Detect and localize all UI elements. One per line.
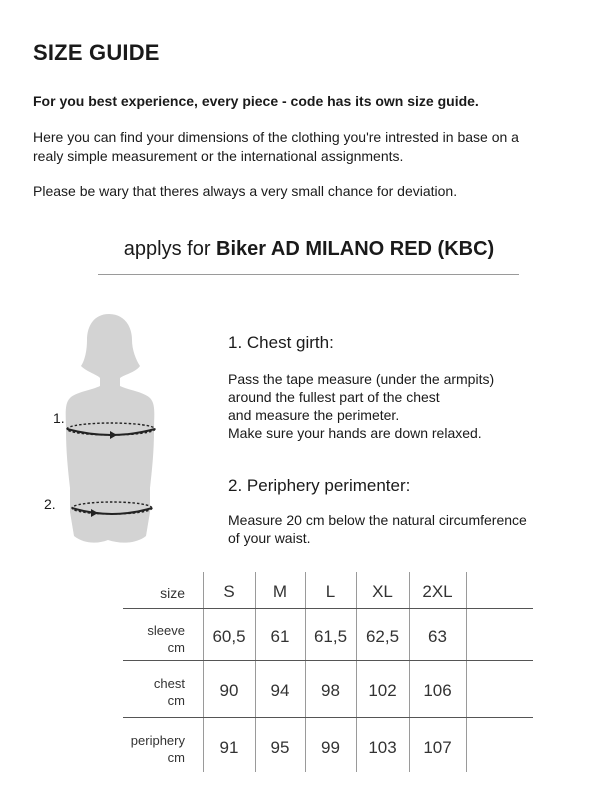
applys-heading [0,238,600,261]
instruction-line: and measure the perimeter. [228,407,400,423]
size-col-s: S [223,582,235,601]
chest-marker: 1. [53,410,65,426]
table-cell: 60,5 [212,627,246,646]
page-title: SIZE GUIDE [33,40,160,65]
body-silhouette-figure [54,312,164,552]
size-col-m: M [272,582,288,601]
instruction-line: Measure 20 cm below the natural circumference [228,512,527,528]
intro-line: realy simple measurement or the international assignments. [33,148,404,164]
table-cell: 61,5 [313,627,348,646]
size-table [123,572,533,772]
table-cell: 103 [368,738,397,757]
table-cell: 107 [423,738,452,757]
size-col-l: L [325,582,336,601]
table-cell: 102 [368,681,397,700]
row-label-name: periphery [130,733,185,748]
product-name: Biker AD MILANO RED (KBC) [216,238,495,260]
size-header-label: size [160,585,185,601]
row-label-name: sleeve [147,623,185,638]
col-separator [466,572,467,772]
deviation-warning: Please be wary that theres always a very small chance for deviation. [33,183,458,199]
row-label-unit: cm [167,693,185,708]
table-cell: 90 [219,681,239,700]
size-col-2xl: 2XL [422,582,453,601]
silhouette-shape [66,314,155,543]
table-cell: 62,5 [365,627,400,646]
periphery-instructions [228,511,568,547]
row-separator [123,608,533,609]
row-separator [123,660,533,661]
instruction-line: Pass the tape measure (under the armpits) [228,371,495,387]
table-cell: 95 [270,738,290,757]
instruction-line: Make sure your hands are down relaxed. [228,425,482,441]
periphery-title: 2. Periphery perimenter: [228,476,411,495]
chest-girth-title: 1. Chest girth: [228,333,334,352]
intro-text [33,128,573,166]
row-separator [123,717,533,718]
size-col-xl: XL [372,582,393,601]
row-label-chest [154,675,185,709]
table-cell: 61 [270,627,290,646]
intro-bold-text: For you best experience, every piece - code has its own size guide. [33,93,479,109]
row-label-periphery [131,732,185,766]
intro-line: Here you can find your dimensions of the clothing you're intrested in base on a [33,129,519,145]
instruction-line: of your waist. [228,530,311,546]
divider [98,274,519,275]
row-label-name: chest [153,676,185,691]
table-cell: 98 [321,681,340,700]
chest-girth-instructions [228,370,568,442]
table-cell: 99 [321,738,340,757]
periphery-marker: 2. [44,496,56,512]
applys-prefix: applys for [123,238,217,260]
table-cell: 94 [270,681,290,700]
row-label-unit: cm [167,640,185,655]
table-cell: 91 [219,738,239,757]
row-label-sleeve [147,622,185,656]
table-cell: 106 [423,681,452,700]
table-cell: 63 [428,627,447,646]
row-label-unit: cm [167,750,185,765]
instruction-line: around the fullest part of the chest [228,389,440,405]
